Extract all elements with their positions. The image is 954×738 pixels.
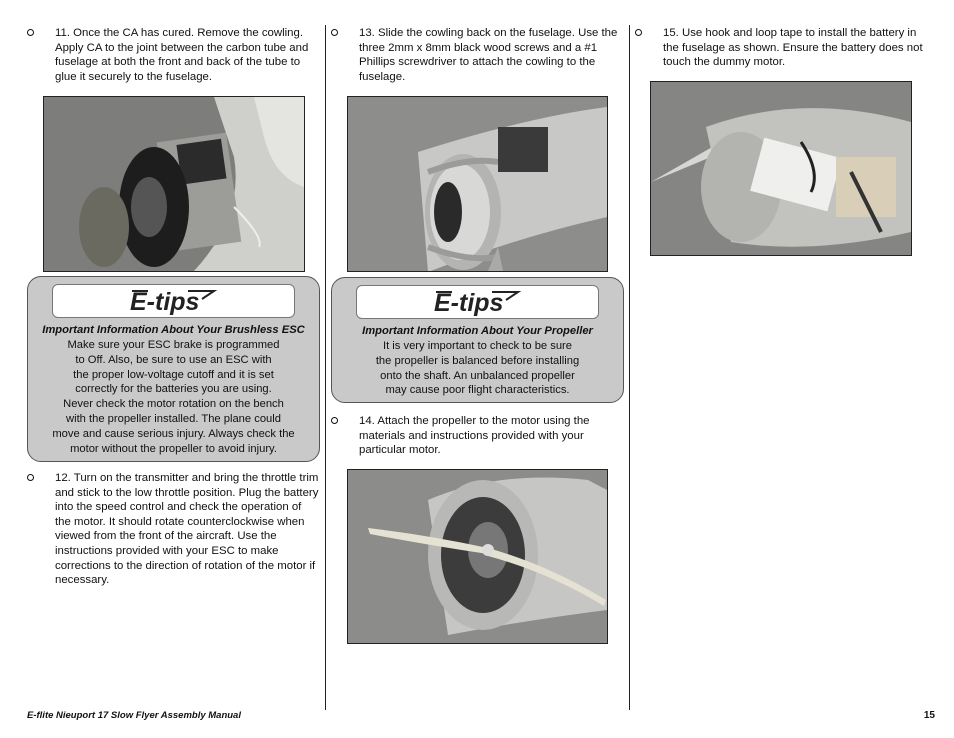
etips-logo-icon [430, 288, 526, 316]
bullet-icon [635, 29, 642, 36]
step-15-text: 15. Use hook and loop tape to install the battery in the fuselage as shown. Ensure the battery does not touch the dummy motor. [663, 27, 923, 69]
photo-propeller-image [348, 470, 607, 643]
photo-battery-image [651, 82, 911, 255]
step-15 [635, 26, 927, 70]
photo-step-14 [347, 469, 608, 644]
etips-line: the propeller is balanced before installing [375, 354, 580, 367]
etips-line: Make sure your ESC brake is programmed [67, 339, 280, 351]
footer-manual-title: E-flite Nieuport 17 Slow Flyer Assembly Manual [27, 710, 241, 721]
step-11 [27, 26, 319, 84]
etips-line: onto the shaft. An unbalanced propeller [380, 369, 575, 382]
photo-motor-mount-image [44, 97, 304, 271]
etips-propeller-body [342, 339, 613, 398]
etips-propeller-box [331, 277, 624, 403]
photo-step-15 [650, 81, 912, 256]
etips-line: move and cause serious injury. Always check the [52, 427, 295, 440]
page-number: 15 [923, 710, 935, 721]
step-12 [27, 471, 319, 588]
etips-esc-body [38, 338, 309, 456]
step-14 [331, 414, 623, 458]
etips-line: correctly for the batteries you are using. [75, 383, 272, 396]
etips-line: It is very important to check to be sure [382, 340, 573, 352]
etips-banner [356, 285, 599, 319]
bullet-icon [27, 474, 34, 481]
photo-step-11 [43, 96, 305, 272]
etips-line: may cause poor flight characteristics. [385, 384, 570, 397]
step-14-text: 14. Attach the propeller to the motor using the materials and instructions provided with your particular motor. [359, 415, 590, 457]
etips-line: with the propeller installed. The plane could [66, 412, 281, 425]
etips-propeller-heading: Important Information About Your Propeller [362, 325, 593, 337]
etips-line: the proper low-voltage cutoff and it is set [73, 368, 274, 381]
etips-line: to Off. Also, be sure to use an ESC with [75, 353, 272, 366]
etips-banner [52, 284, 295, 318]
step-11-text: 11. Once the CA has cured. Remove the cowling. Apply CA to the joint between the carbon tube and fuselage at both the front and back of the tube to glue it securely to the fuselage. [55, 27, 309, 83]
bullet-icon [331, 417, 338, 424]
step-13-text: 13. Slide the cowling back on the fuselage. Use the three 2mm x 8mm black wood screws and a #1 Phillips screwdriver to attach the cowling to the fuselage. [359, 27, 618, 83]
photo-cowling-image [348, 97, 607, 271]
etips-logo-icon [126, 287, 222, 315]
column-divider-2 [629, 25, 630, 710]
svg-text:E-tips: E-tips [129, 288, 199, 315]
svg-text:E-tips: E-tips [433, 289, 503, 316]
etips-line: Never check the motor rotation on the bench [63, 398, 284, 411]
step-12-text: 12. Turn on the transmitter and bring the throttle trim and stick to the low throttle position. Plug the battery into the speed control and check the operation of the motor. It should rotate counterclockwise when viewed from the front of the aircraft. Use the instructions provided with your ESC to make corrections to the direction of rotation of the motor if necessary. [55, 472, 319, 587]
bullet-icon [331, 29, 338, 36]
photo-step-13 [347, 96, 608, 272]
column-divider-1 [325, 25, 326, 710]
etips-esc-box [27, 276, 320, 462]
etips-line: motor without the propeller to avoid injury. [70, 442, 277, 455]
etips-esc-heading: Important Information About Your Brushless ESC [42, 324, 305, 336]
step-13 [331, 26, 623, 84]
bullet-icon [27, 29, 34, 36]
